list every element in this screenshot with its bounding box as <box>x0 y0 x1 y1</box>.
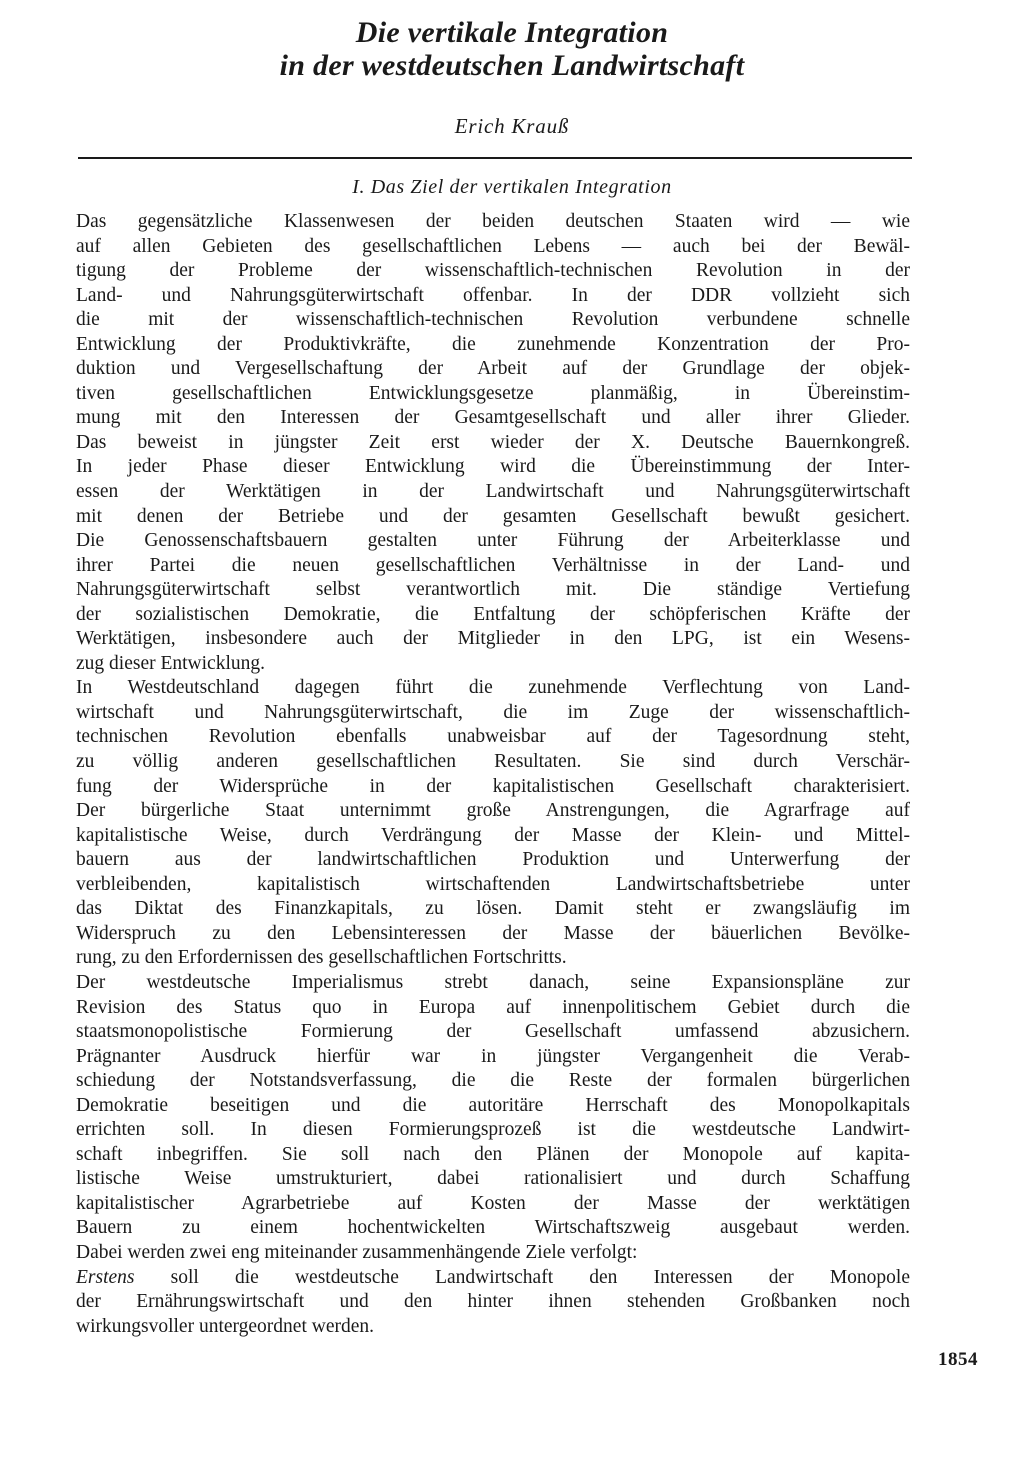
body-line: Entwicklung der Produktivkräfte, die zunehmende Konzentration der Pro- <box>76 333 910 355</box>
body-line-with-lead <box>76 1266 910 1291</box>
body-line: tiven gesellschaftlichen Entwicklungsgesetze planmäßig, in Übereinstim- <box>76 382 910 404</box>
section-heading: I. Das Ziel der vertikalen Integration <box>352 176 672 198</box>
body-line: duktion und Vergesellschaftung der Arbeit auf der Grundlage der objek- <box>76 358 910 380</box>
body-line: Der westdeutsche Imperialismus strebt danach, seine Expansionspläne zur <box>76 971 910 993</box>
body-line: Der bürgerliche Staat unternimmt große Anstrengungen, die Agrarfrage auf <box>76 800 910 822</box>
paragraph-last-line: Dabei werden zwei eng miteinander zusammenhängende Ziele verfolgt: <box>76 1241 638 1263</box>
body-line: bauern aus der landwirtschaftlichen Produktion und Unterwerfung der <box>76 849 910 871</box>
body-line: verbleibenden, kapitalistisch wirtschaftenden Landwirtschaftsbetriebe unter <box>76 873 910 895</box>
body-line: tigung der Probleme der wissenschaftlich-technischen Revolution in der <box>76 260 910 282</box>
body-line: der sozialistischen Demokratie, die Entfaltung der schöpferischen Kräfte der <box>76 603 910 625</box>
body-line: Die Genossenschaftsbauern gestalten unter Führung der Arbeiterklasse und <box>76 530 910 552</box>
body-line: schiedung der Notstandsverfassung, die die Reste der formalen bürgerlichen <box>76 1070 910 1092</box>
body-line: In Westdeutschland dagegen führt die zunehmende Verflechtung von Land- <box>76 677 910 699</box>
body-line-rest: soll die westdeutsche Landwirtschaft den Interessen der Monopole <box>170 1266 910 1288</box>
body-line: kapitalistische Weise, durch Verdrängung der Masse der Klein- und Mittel- <box>76 824 910 846</box>
article-title-line-2: in der westdeutschen Landwirtschaft <box>279 49 745 82</box>
body-line: staatsmonopolistische Formierung der Gesellschaft umfassend abzusichern. <box>76 1021 910 1043</box>
body-line: Das beweist in jüngster Zeit erst wieder der X. Deutsche Bauernkongreß. <box>76 431 910 453</box>
body-line: Nahrungsgüterwirtschaft selbst verantwortlich mit. Die ständige Vertiefung <box>76 579 910 601</box>
paragraph-last-line: zug dieser Entwicklung. <box>76 652 265 674</box>
body-line: das Diktat des Finanzkapitals, zu lösen. Damit steht er zwangsläufig im <box>76 898 910 920</box>
body-line: listische Weise umstrukturiert, dabei rationalisiert und durch Schaffung <box>76 1168 910 1190</box>
body-line: Land- und Nahrungsgüterwirtschaft offenbar. In der DDR vollzieht sich <box>76 284 910 306</box>
body-line: Prägnanter Ausdruck hierfür war in jüngster Vergangenheit die Verab- <box>76 1045 910 1067</box>
body-line: mung mit den Interessen der Gesamtgesellschaft und aller ihrer Glieder. <box>76 407 910 429</box>
body-line: Bauern zu einem hochentwickelten Wirtschaftszweig ausgebaut werden. <box>76 1217 910 1239</box>
article-title-line-1: Die vertikale Integration <box>355 16 669 49</box>
emphasis-lead-word: Erstens <box>76 1266 135 1288</box>
paragraph-last-line: rung, zu den Erfordernissen des gesellschaftlichen Fortschritts. <box>76 947 567 969</box>
body-line: mit denen der Betriebe und der gesamten Gesellschaft bewußt gesichert. <box>76 505 910 527</box>
paragraph-last-line: wirkungsvoller untergeordnet werden. <box>76 1315 375 1337</box>
body-line: der Ernährungswirtschaft und den hinter ihnen stehenden Großbanken noch <box>76 1291 910 1313</box>
article-title <box>0 16 1024 82</box>
body-line: In jeder Phase dieser Entwicklung wird die Übereinstimmung der Inter- <box>76 456 910 478</box>
body-line: die mit der wissenschaftlich-technischen Revolution verbundene schnelle <box>76 309 910 331</box>
page-number: 1854 <box>938 1349 978 1370</box>
body-line: fung der Widersprüche in der kapitalistischen Gesellschaft charakterisiert. <box>76 775 910 797</box>
body-line: Demokratie beseitigen und die autoritäre Herrschaft des Monopolkapitals <box>76 1094 910 1116</box>
body-line: Widerspruch zu den Lebensinteressen der Masse der bäuerlichen Bevölke- <box>76 922 910 944</box>
body-line: zu völlig anderen gesellschaftlichen Resultaten. Sie sind durch Verschär- <box>76 751 910 773</box>
body-line: kapitalistischer Agrarbetriebe auf Kosten der Masse der werktätigen <box>76 1192 910 1214</box>
title-divider <box>78 157 912 159</box>
body-line: Das gegensätzliche Klassenwesen der beiden deutschen Staaten wird — wie <box>76 211 910 232</box>
body-line: technischen Revolution ebenfalls unabweisbar auf der Tagesordnung steht, <box>76 726 910 748</box>
body-line: auf allen Gebieten des gesellschaftlichen Lebens — auch bei der Bewäl- <box>76 235 910 257</box>
body-line: schaft inbegriffen. Sie soll nach den Plänen der Monopole auf kapita- <box>76 1143 910 1165</box>
body-line: Revision des Status quo in Europa auf innenpolitischem Gebiet durch die <box>76 996 910 1018</box>
article-body <box>76 210 910 1339</box>
body-line: ihrer Partei die neuen gesellschaftlichen Verhältnisse in der Land- und <box>76 554 910 576</box>
author-name: Erich Krauß <box>454 114 570 138</box>
body-line: wirtschaft und Nahrungsgüterwirtschaft, die im Zuge der wissenschaftlich- <box>76 701 910 723</box>
body-line: essen der Werktätigen in der Landwirtschaft und Nahrungsgüterwirtschaft <box>76 481 910 503</box>
body-line: errichten soll. In diesen Formierungsprozeß ist die westdeutsche Landwirt- <box>76 1119 910 1141</box>
body-line: Werktätigen, insbesondere auch der Mitglieder in den LPG, ist ein Wesens- <box>76 628 910 650</box>
